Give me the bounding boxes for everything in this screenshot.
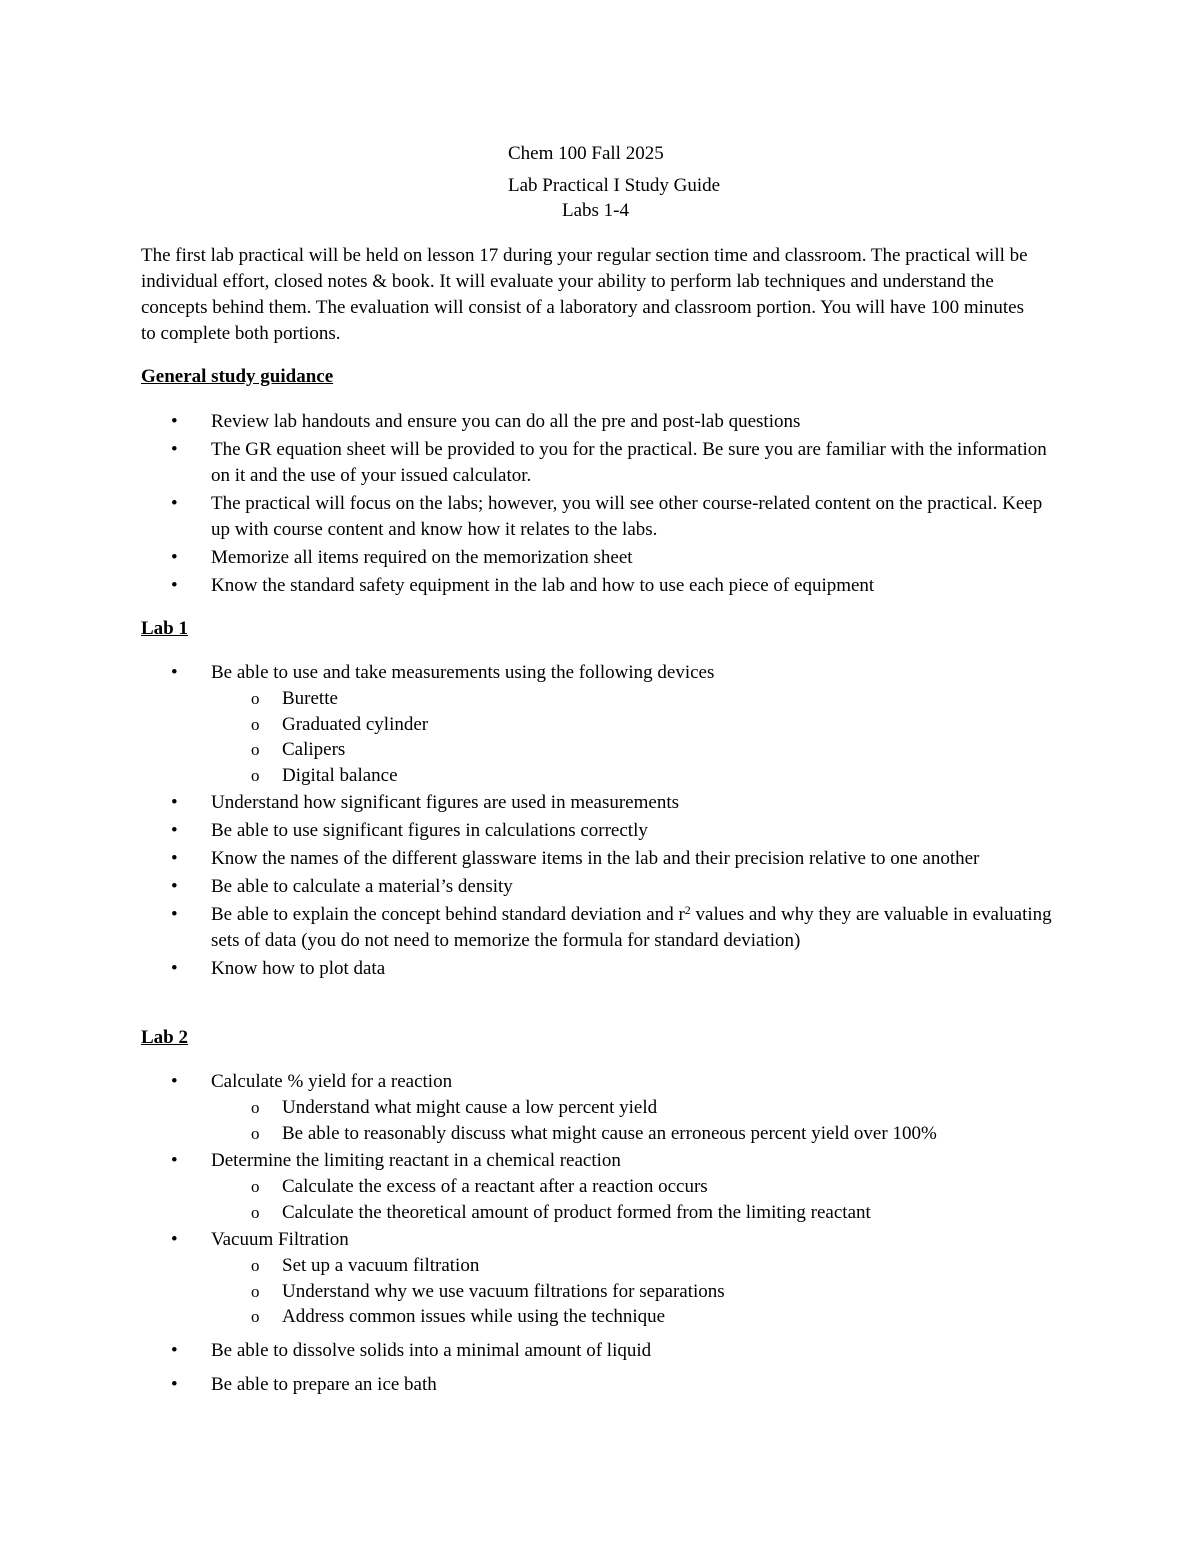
lab2-list — [141, 1069, 1061, 1400]
list-item-text: Determine the limiting reactant in a chemical reaction — [211, 1150, 621, 1171]
sub-list-item: o Digital balance — [211, 763, 1061, 789]
sub-list-item: o Graduated cylinder — [211, 712, 1061, 738]
sub-list — [211, 1174, 1061, 1225]
course-title: Chem 100 Fall 2025 — [508, 143, 664, 164]
lab1-list — [141, 660, 1061, 984]
list-item-text: Calculate % yield for a reaction — [211, 1071, 453, 1092]
list-item — [141, 1148, 1061, 1225]
sub-list-item: o Address common issues while using the technique — [211, 1304, 1061, 1330]
list-item — [141, 902, 1061, 954]
sub-list-item: o Calculate the theoretical amount of product formed from the limiting reactant — [211, 1200, 1061, 1226]
list-item-text: Vacuum Filtration — [211, 1229, 349, 1250]
labs-range: Labs 1-4 — [562, 200, 630, 221]
list-item: • The practical will focus on the labs; however, you will see other course-related content on the practical. Keep up with course content and know how it relates to the labs. — [141, 491, 1061, 543]
list-item: • Know the standard safety equipment in the lab and how to use each piece of equipment — [141, 573, 1061, 599]
sub-list-item: o Set up a vacuum filtration — [211, 1253, 1061, 1279]
device-list — [211, 686, 1061, 788]
list-item: • Be able to use significant figures in calculations correctly — [141, 818, 1061, 844]
list-item: • Know how to plot data — [141, 956, 1061, 982]
general-list — [141, 409, 1061, 601]
list-item: • Memorize all items required on the memorization sheet — [141, 545, 1061, 571]
list-item: • Be able to calculate a material’s density — [141, 874, 1061, 900]
list-item: • The GR equation sheet will be provided to you for the practical. Be sure you are familiar with the information on it and the use of your issued calculator. — [141, 437, 1061, 489]
general-heading: General study guidance — [141, 366, 334, 387]
list-item — [141, 1227, 1061, 1330]
sub-list-item: o Understand why we use vacuum filtrations for separations — [211, 1279, 1061, 1305]
sub-list-item: o Be able to reasonably discuss what might cause an erroneous percent yield over 100% — [211, 1121, 1061, 1147]
list-item-text: values and why they are valuable in evaluating sets of data (you do not need to memorize the formula for standard deviation) — [211, 904, 1052, 951]
lab2-heading: Lab 2 — [141, 1027, 188, 1048]
list-item — [141, 660, 1061, 788]
list-item: • Be able to prepare an ice bath — [141, 1372, 1061, 1398]
list-item — [141, 1069, 1061, 1146]
sub-list — [211, 1253, 1061, 1330]
list-item: • Know the names of the different glassware items in the lab and their precision relative to one another — [141, 846, 1061, 872]
list-item-text: Be able to use and take measurements using the following devices — [211, 662, 715, 683]
superscript: 2 — [684, 903, 691, 917]
list-item: • Review lab handouts and ensure you can do all the pre and post-lab questions — [141, 409, 1061, 435]
list-item: • Understand how significant figures are used in measurements — [141, 790, 1061, 816]
list-item-text: Be able to explain the concept behind standard deviation and r — [211, 904, 685, 925]
sub-list-item: o Burette — [211, 686, 1061, 712]
intro-paragraph: The first lab practical will be held on lesson 17 during your regular section time and classroom. The practical will be individual effort, closed notes & book. It will evaluate your ability to perform lab techniques and understand the concepts behind them. The evaluation will consist of a laboratory and classroom portion. You will have 100 minutes to complete both portions. — [141, 245, 1028, 344]
guide-title: Lab Practical I Study Guide — [508, 175, 721, 196]
sub-list-item: o Understand what might cause a low percent yield — [211, 1095, 1061, 1121]
sub-list-item: o Calipers — [211, 737, 1061, 763]
list-item: • Be able to dissolve solids into a minimal amount of liquid — [141, 1338, 1061, 1364]
lab1-heading: Lab 1 — [141, 618, 188, 639]
sub-list — [211, 1095, 1061, 1146]
sub-list-item: o Calculate the excess of a reactant after a reaction occurs — [211, 1174, 1061, 1200]
